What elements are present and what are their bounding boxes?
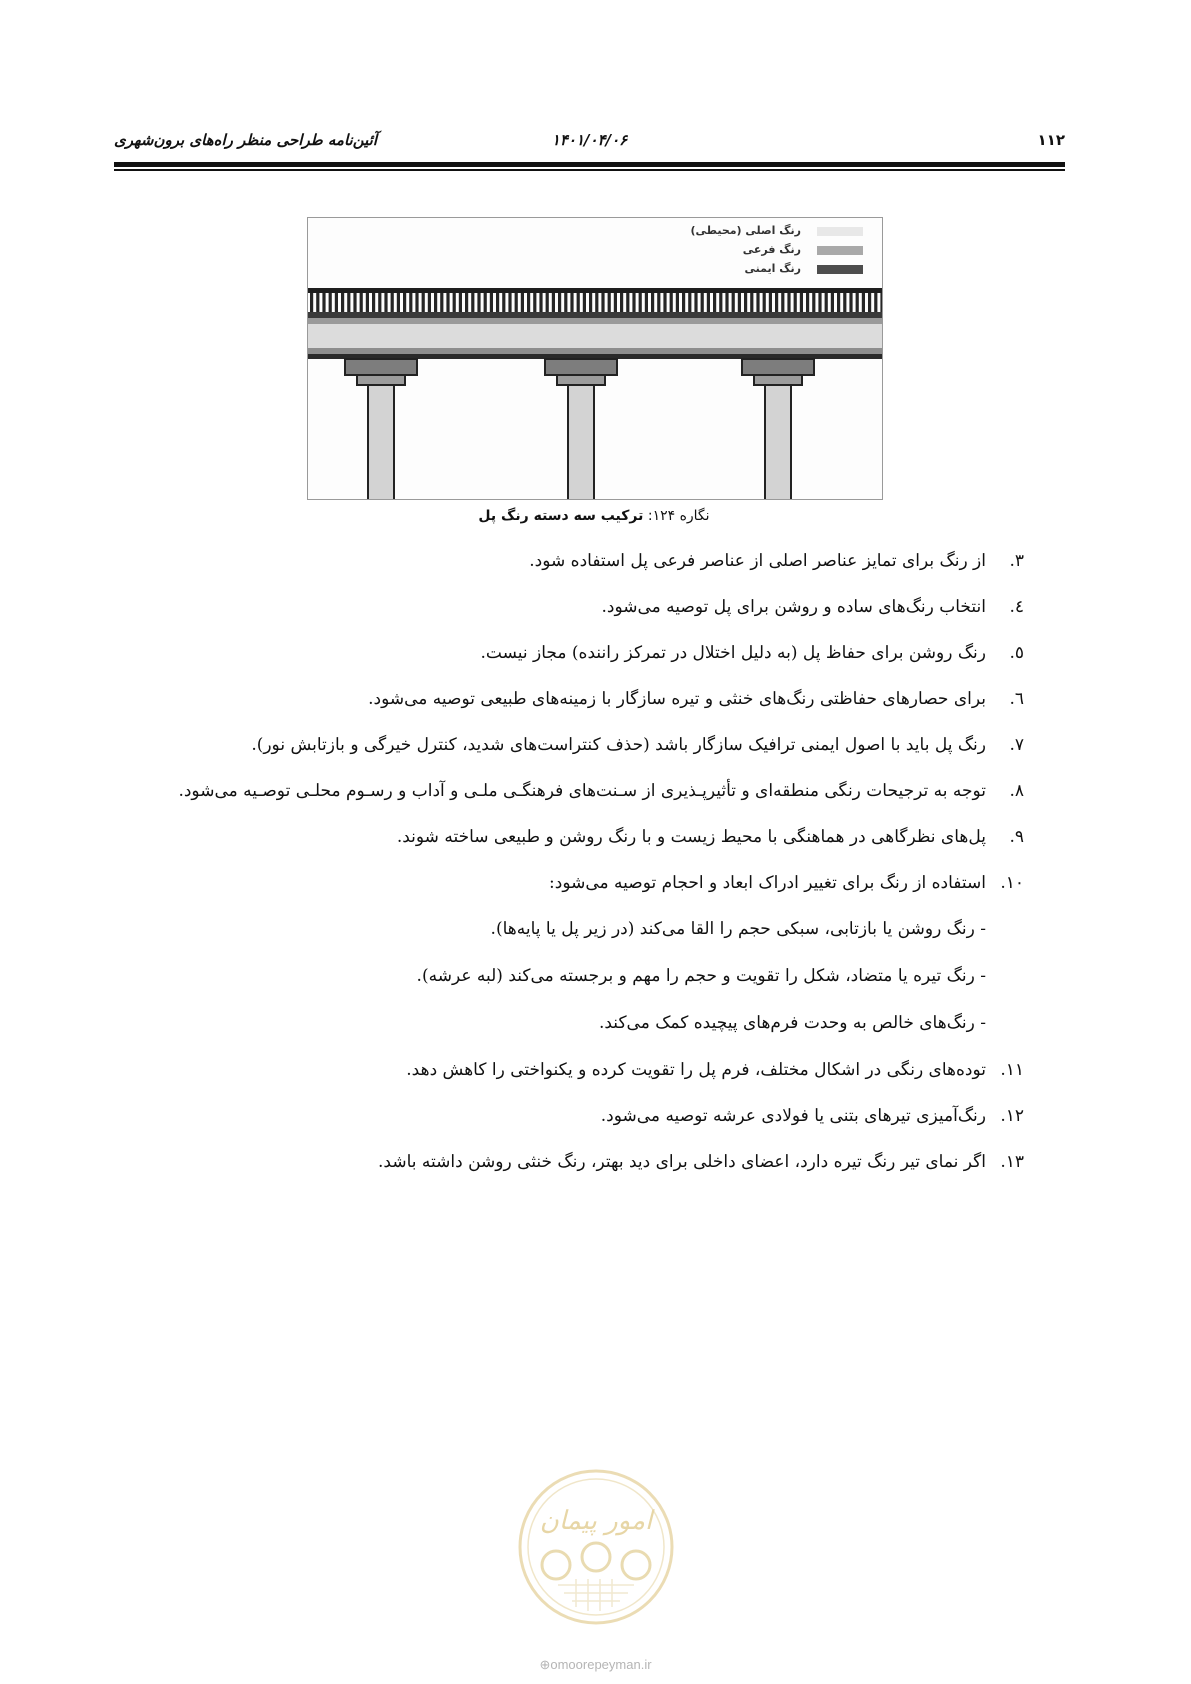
list-item: ۷. رنگ پل باید با اصول ایمنی ترافیک سازگار باشد (حذف کنتراست‌های شدید، کنترل خیرگی و بازتابش نور).: [251, 735, 1024, 755]
figure-legend: [308, 222, 871, 279]
legend-swatch-secondary: [817, 246, 863, 255]
figure-caption: [307, 508, 881, 524]
list-item: ۱۲. رنگ‌آمیزی تیرهای بتنی یا فولادی عرشه توصیه می‌شود.: [600, 1106, 1024, 1126]
header-rule-thick: [114, 162, 1065, 167]
list-item: ۱۱. توده‌های رنگی در اشکال مختلف، فرم پل را تقویت کرده و یکنواختی را کاهش دهد.: [406, 1060, 1024, 1080]
stamp-text: امور پیمان: [539, 1506, 653, 1536]
sub-list-item: - رنگ تیره یا متضاد، شکل را تقویت و حجم را مهم و برجسته می‌کند (لبه عرشه).: [416, 966, 986, 986]
legend-item: رنگ فرعی: [308, 241, 871, 260]
sub-list-item: - رنگ روشن یا بازتابی، سبکی حجم را القا می‌کند (در زیر پل یا پایه‌ها).: [490, 919, 986, 939]
list-item: ٤. انتخاب رنگ‌های ساده و روشن برای پل توصیه می‌شود.: [601, 597, 1024, 617]
page-header: [114, 131, 1065, 155]
document-title: آئین‌نامه طراحی منظر راه‌های برون‌شهری: [114, 131, 377, 149]
legend-swatch-safety: [817, 265, 863, 274]
header-rule-thin: [114, 169, 1065, 171]
watermark-website: ⊕omoorepeyman.ir: [539, 1657, 652, 1672]
list-item: ۸. توجه به ترجیحات رنگی منطقه‌ای و تأثیرپـذیری از سـنت‌های فرهنگـی ملـی و آداب و رسـوم محلـی توصـیه می‌شود.: [178, 781, 1024, 801]
legend-swatch-main: [817, 227, 863, 236]
caption-prefix: نگاره ۱۲۴:: [643, 508, 710, 524]
legend-item: رنگ اصلی (محیطی): [308, 222, 871, 241]
globe-icon: ⊕: [539, 1657, 551, 1672]
list-item: ۱۰. استفاده از رنگ برای تغییر ادراک ابعاد و احجام توصیه می‌شود:: [549, 873, 1024, 893]
watermark-stamp-logo: [516, 1467, 676, 1627]
list-item: ٥. رنگ روشن برای حفاظ پل (به دلیل اختلال در تمرکز راننده) مجاز نیست.: [480, 643, 1024, 663]
list-item: ۱۳. اگر نمای تیر رنگ تیره دارد، اعضای داخلی برای دید بهتر، رنگ خنثی روشن داشته باشد.: [378, 1152, 1024, 1172]
guideline-list: [114, 538, 1024, 1185]
list-item: ۳. از رنگ برای تمایز عناصر اصلی از عناصر فرعی پل استفاده شود.: [529, 551, 1024, 571]
header-date: ۱۴۰۱/۰۴/۰۶: [551, 131, 628, 149]
list-item: ٦. برای حصارهای حفاظتی رنگ‌های خنثی و تیره سازگار با زمینه‌های طبیعی توصیه می‌شود.: [368, 689, 1024, 709]
page-number: ۱۱۲: [1037, 131, 1065, 149]
sub-list-item: - رنگ‌های خالص به وحدت فرم‌های پیچیده کمک می‌کند.: [598, 1013, 986, 1033]
legend-item: رنگ ایمنی: [308, 260, 871, 279]
caption-title: ترکیب سه دسته رنگ پل: [478, 508, 644, 524]
bridge-color-figure: [307, 217, 883, 500]
list-item: ۹. پل‌های نظرگاهی در هماهنگی با محیط زیست و با رنگ روشن و طبیعی ساخته شوند.: [396, 827, 1024, 847]
